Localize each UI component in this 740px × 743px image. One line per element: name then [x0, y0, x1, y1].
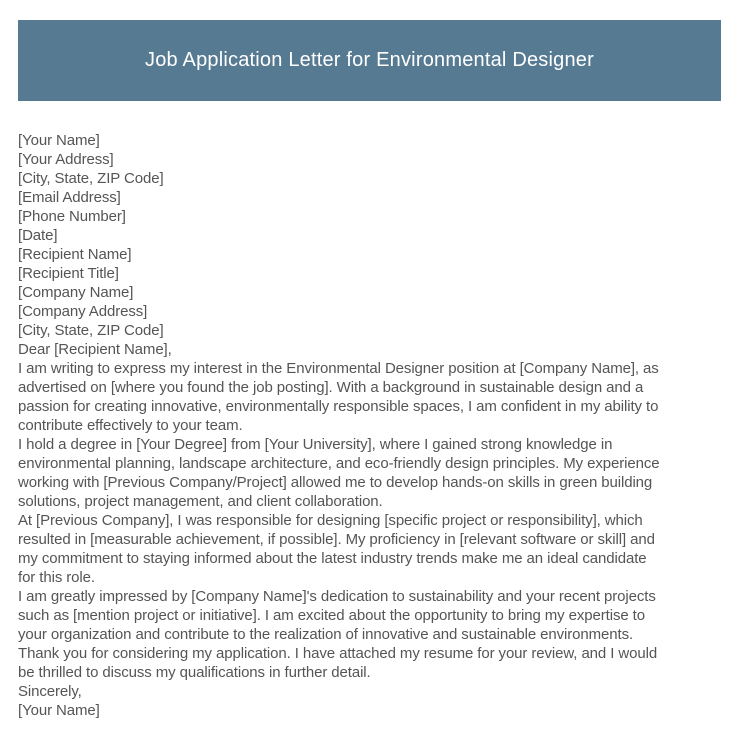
letter-line: solutions, project management, and client collaboration.	[18, 493, 383, 510]
letter-line: for this role.	[18, 569, 95, 586]
letter-line: [Your Address]	[18, 151, 114, 168]
letter-line: I am writing to express my interest in the Environmental Designer position at [Company Name], as	[18, 360, 659, 377]
letter-content	[18, 131, 728, 720]
letter-line: [City, State, ZIP Code]	[18, 170, 164, 187]
letter-line: [Company Address]	[18, 303, 148, 320]
letter-line: contribute effectively to your team.	[18, 417, 243, 434]
letter-line: [Your Name]	[18, 132, 100, 149]
sender-block	[18, 131, 728, 245]
closing: Sincerely,	[18, 683, 82, 700]
salutation: Dear [Recipient Name],	[18, 341, 172, 358]
letter-line: your organization and contribute to the realization of innovative and sustainable environments.	[18, 626, 634, 643]
letter-line: [City, State, ZIP Code]	[18, 322, 164, 339]
letter-line: working with [Previous Company/Project] allowed me to develop hands-on skills in green building	[18, 474, 653, 491]
letter-line: be thrilled to discuss my qualifications in further detail.	[18, 664, 371, 681]
letter-line: resulted in [measurable achievement, if possible]. My proficiency in [relevant software or skill] and	[18, 531, 655, 548]
page-title: Job Application Letter for Environmental Designer	[145, 49, 594, 71]
letter-line: [Phone Number]	[18, 208, 126, 225]
signature: [Your Name]	[18, 702, 100, 719]
body-paragraphs	[18, 359, 728, 682]
letter-line: environmental planning, landscape architecture, and eco-friendly design principles. My experience	[18, 455, 660, 472]
letter-line: my commitment to staying informed about the latest industry trends make me an ideal candidate	[18, 550, 647, 567]
letter-line: I hold a degree in [Your Degree] from [Your University], where I gained strong knowledge in	[18, 436, 613, 453]
title-banner	[18, 20, 721, 101]
letter-line: passion for creating innovative, environmentally responsible spaces, I am confident in my ability to	[18, 398, 659, 415]
letter-line: [Company Name]	[18, 284, 134, 301]
recipient-block	[18, 245, 728, 340]
letter-line: [Recipient Title]	[18, 265, 119, 282]
letter-line: advertised on [where you found the job posting]. With a background in sustainable design and a	[18, 379, 644, 396]
letter-line: such as [mention project or initiative]. I am excited about the opportunity to bring my expertise to	[18, 607, 645, 624]
letter-line: At [Previous Company], I was responsible for designing [specific project or responsibility], which	[18, 512, 643, 529]
letter-line: Thank you for considering my application. I have attached my resume for your review, and I would	[18, 645, 658, 662]
letter-line: I am greatly impressed by [Company Name]'s dedication to sustainability and your recent projects	[18, 588, 656, 605]
letter-line: [Date]	[18, 227, 58, 244]
letter-line: [Recipient Name]	[18, 246, 132, 263]
letter-line: [Email Address]	[18, 189, 121, 206]
